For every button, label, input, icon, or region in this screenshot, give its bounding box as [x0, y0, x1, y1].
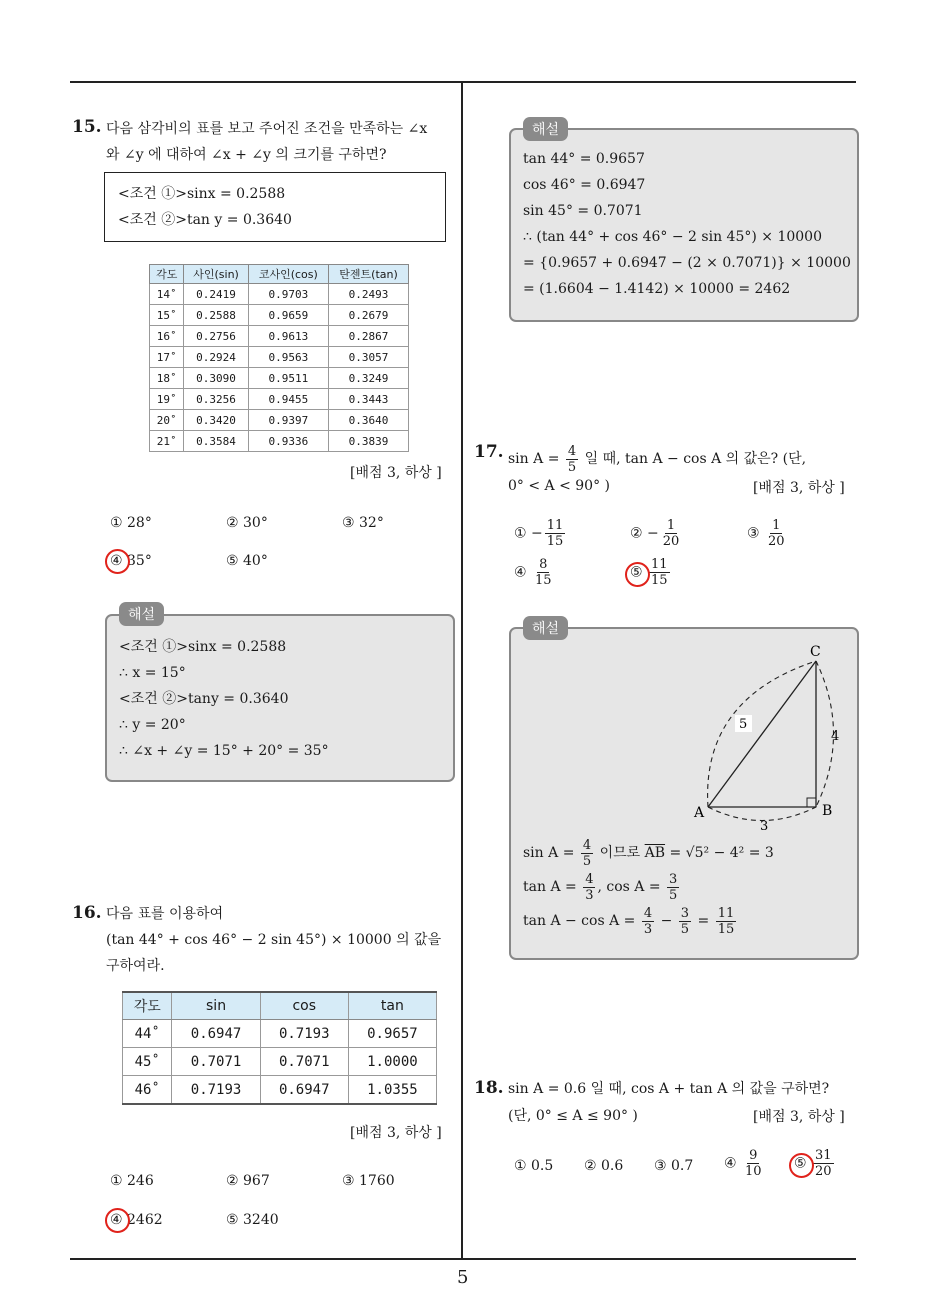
table-cell: 0.7193: [172, 1076, 260, 1105]
choice-5[interactable]: ⑤ 3240: [226, 1212, 279, 1228]
table-cell: 1.0000: [348, 1048, 436, 1076]
table-header-cell: 코사인(cos): [248, 265, 328, 284]
question-number: 18.: [474, 1078, 504, 1098]
table-row: [150, 410, 409, 431]
table-header-cell: cos: [260, 992, 348, 1020]
vertex-a-label: A: [694, 805, 705, 821]
vertical-side-label: 4: [831, 729, 840, 744]
choice-4[interactable]: ④ $\frac{8}{15}$: [514, 557, 552, 588]
question-text-post: 일 때, tan A − cos A 의 값은? (단,: [584, 451, 807, 467]
table-row: [150, 305, 409, 326]
table-cell: 0.7193: [260, 1020, 348, 1048]
question-text-line2: (단, 0° ≤ A ≤ 90° ): [508, 1108, 638, 1124]
answer-mark: [789, 1153, 814, 1178]
table-cell: 45˚: [123, 1048, 172, 1076]
page-number: 5: [457, 1267, 469, 1288]
solution-line-3: tan A − cos A = $\frac{4}{3}$ − $\frac{3}{5}$ = $\frac{11}{15}$: [523, 905, 735, 937]
table-row: [150, 326, 409, 347]
score-label: [배점 3, 하상 ]: [753, 1109, 845, 1125]
table-cell: 0.7071: [260, 1048, 348, 1076]
table-row: [150, 284, 409, 305]
table-cell: 0.6947: [172, 1020, 260, 1048]
table-header-cell: tan: [348, 992, 436, 1020]
fraction: $\frac{4}{5}$: [567, 443, 577, 475]
question-number: 16.: [72, 903, 102, 923]
choice-2[interactable]: ② 967: [226, 1173, 270, 1189]
explanation-line: cos 46° = 0.6947: [523, 177, 646, 193]
table-header-cell: 각도: [123, 992, 172, 1020]
bottom-rule: [70, 1258, 856, 1260]
table-cell: 0.3640: [329, 410, 409, 431]
top-rule: [70, 81, 856, 83]
table-cell: 0.9703: [248, 284, 328, 305]
trig-table-16: [122, 991, 437, 1105]
question-text-line1: sin A = 0.6 일 때, cos A + tan A 의 값을 구하면?: [508, 1081, 830, 1097]
explanation-line: <조건 ②>tany = 0.3640: [119, 691, 289, 707]
table-cell: 0.2419: [184, 284, 248, 305]
table-cell: 0.6947: [260, 1076, 348, 1105]
explanation-box: [509, 627, 859, 960]
explanation-box: [105, 614, 455, 782]
explanation-line: <조건 ①>sinx = 0.2588: [119, 639, 287, 655]
table-cell: 0.3584: [184, 431, 248, 452]
choice-1[interactable]: ① 246: [110, 1173, 154, 1189]
question-number: 15.: [72, 117, 102, 137]
vertex-b-label: B: [822, 803, 833, 819]
choice-4[interactable]: ④ 35°: [110, 553, 152, 569]
choice-4[interactable]: ④ 2462: [110, 1212, 163, 1228]
table-cell: 19˚: [150, 389, 184, 410]
score-label: [배점 3, 하상 ]: [350, 465, 442, 481]
table-cell: 0.9511: [248, 368, 328, 389]
question-text-line1: 다음 삼각비의 표를 보고 주어진 조건을 만족하는 ∠x: [106, 121, 428, 137]
choice-1[interactable]: ① 28°: [110, 515, 152, 531]
table-cell: 0.7071: [172, 1048, 260, 1076]
table-cell: 0.2679: [329, 305, 409, 326]
choice-5[interactable]: ⑤ $\frac{31}{20}$: [794, 1148, 832, 1179]
explanation-tag: 해설: [523, 117, 568, 141]
table-header-cell: sin: [172, 992, 260, 1020]
condition-box: [104, 172, 446, 242]
explanation-line: sin 45° = 0.7071: [523, 203, 643, 219]
question-text-line2: 와 ∠y 에 대하여 ∠x + ∠y 의 크기를 구하면?: [106, 147, 387, 163]
table-cell: 1.0355: [348, 1076, 436, 1105]
table-cell: 44˚: [123, 1020, 172, 1048]
question-text-pre: sin A =: [508, 451, 560, 467]
table-cell: 0.9657: [348, 1020, 436, 1048]
score-label: [배점 3, 하상 ]: [350, 1125, 442, 1141]
choice-3[interactable]: ③ 1760: [342, 1173, 395, 1189]
table-cell: 0.2924: [184, 347, 248, 368]
explanation-line: = (1.6604 − 1.4142) × 10000 = 2462: [523, 281, 791, 297]
question-text-line1: 다음 표를 이용하여: [106, 906, 224, 922]
base-label: 3: [760, 819, 769, 834]
explanation-line: tan 44° = 0.9657: [523, 151, 645, 167]
explanation-line: ∴ ∠x + ∠y = 15° + 20° = 35°: [119, 743, 329, 759]
table-cell: 18˚: [150, 368, 184, 389]
table-cell: 0.3057: [329, 347, 409, 368]
column-divider: [461, 82, 463, 1259]
explanation-tag: 해설: [119, 602, 164, 626]
table-cell: 15˚: [150, 305, 184, 326]
table-cell: 0.2588: [184, 305, 248, 326]
explanation-line: ∴ x = 15°: [119, 665, 186, 681]
table-cell: 17˚: [150, 347, 184, 368]
explanation-line: ∴ y = 20°: [119, 717, 186, 733]
table-cell: 0.3839: [329, 431, 409, 452]
explanation-line: ∴ (tan 44° + cos 46° − 2 sin 45°) × 10000: [523, 229, 822, 245]
condition-1: <조건 ①>sinx = 0.2588: [118, 186, 286, 202]
score-label: [배점 3, 하상 ]: [753, 480, 845, 496]
answer-mark: [625, 562, 650, 587]
table-header-cell: 각도: [150, 265, 184, 284]
choice-1[interactable]: ① − $\frac{11}{15}$: [514, 518, 564, 549]
condition-2: <조건 ②>tan y = 0.3640: [118, 212, 292, 228]
question-text-line2: (tan 44° + cos 46° − 2 sin 45°) × 10000 의 값을: [106, 932, 442, 948]
choice-5[interactable]: ⑤ 40°: [226, 553, 268, 569]
table-cell: 21˚: [150, 431, 184, 452]
table-cell: 0.2867: [329, 326, 409, 347]
table-row: [123, 1076, 437, 1105]
table-cell: 0.9397: [248, 410, 328, 431]
table-cell: 46˚: [123, 1076, 172, 1105]
table-row: [150, 368, 409, 389]
question-text-line2: 0° < A < 90° ): [508, 478, 611, 494]
hypotenuse-label: 5: [739, 717, 748, 732]
table-cell: 0.9563: [248, 347, 328, 368]
right-triangle-figure: [511, 629, 857, 839]
table-cell: 0.9455: [248, 389, 328, 410]
vertex-c-label: C: [810, 644, 821, 660]
choice-2[interactable]: ② 30°: [226, 515, 268, 531]
choice-2[interactable]: ② 0.6: [584, 1158, 624, 1174]
trig-table-15: [149, 264, 409, 452]
choice-5[interactable]: ⑤ $\frac{11}{15}$: [630, 557, 668, 588]
question-text-line3: 구하여라.: [106, 958, 165, 974]
choice-4[interactable]: ④ $\frac{9}{10}$: [724, 1148, 762, 1179]
table-header-cell: 탄젠트(tan): [329, 265, 409, 284]
table-cell: 0.3249: [329, 368, 409, 389]
table-cell: 0.9659: [248, 305, 328, 326]
choice-3[interactable]: ③ $\frac{1}{20}$: [747, 518, 785, 549]
table-row: [150, 389, 409, 410]
table-cell: 0.3090: [184, 368, 248, 389]
table-cell: 0.9336: [248, 431, 328, 452]
solution-line-1: sin A = $\frac{4}{5}$ 이므로 $\overline{AB} = √5^2 - 4^2 = 3$: [523, 837, 774, 869]
choice-2[interactable]: ② − $\frac{1}{20}$: [630, 518, 680, 549]
answer-mark: [105, 1208, 130, 1233]
table-row: [150, 431, 409, 452]
explanation-box-16: [509, 128, 859, 322]
table-cell: 0.9613: [248, 326, 328, 347]
question-number: 17.: [474, 442, 504, 462]
table-cell: 0.3256: [184, 389, 248, 410]
table-cell: 0.2756: [184, 326, 248, 347]
explanation-line: = {0.9657 + 0.6947 − (2 × 0.7071)} × 10000: [523, 255, 851, 271]
table-cell: 14˚: [150, 284, 184, 305]
table-row: [150, 347, 409, 368]
answer-mark: [105, 549, 130, 574]
table-header-cell: 사인(sin): [184, 265, 248, 284]
table-row: [123, 1020, 437, 1048]
table-cell: 16˚: [150, 326, 184, 347]
choice-3[interactable]: ③ 32°: [342, 515, 384, 531]
table-row: [123, 1048, 437, 1076]
choice-3[interactable]: ③ 0.7: [654, 1158, 694, 1174]
solution-line-2: tan A = $\frac{4}{3}$ , cos A = $\frac{3}{5}$: [523, 871, 678, 903]
table-cell: 0.3443: [329, 389, 409, 410]
table-cell: 0.3420: [184, 410, 248, 431]
table-cell: 0.2493: [329, 284, 409, 305]
choice-1[interactable]: ① 0.5: [514, 1158, 554, 1174]
table-cell: 20˚: [150, 410, 184, 431]
explanation-tag: 해설: [523, 616, 568, 640]
